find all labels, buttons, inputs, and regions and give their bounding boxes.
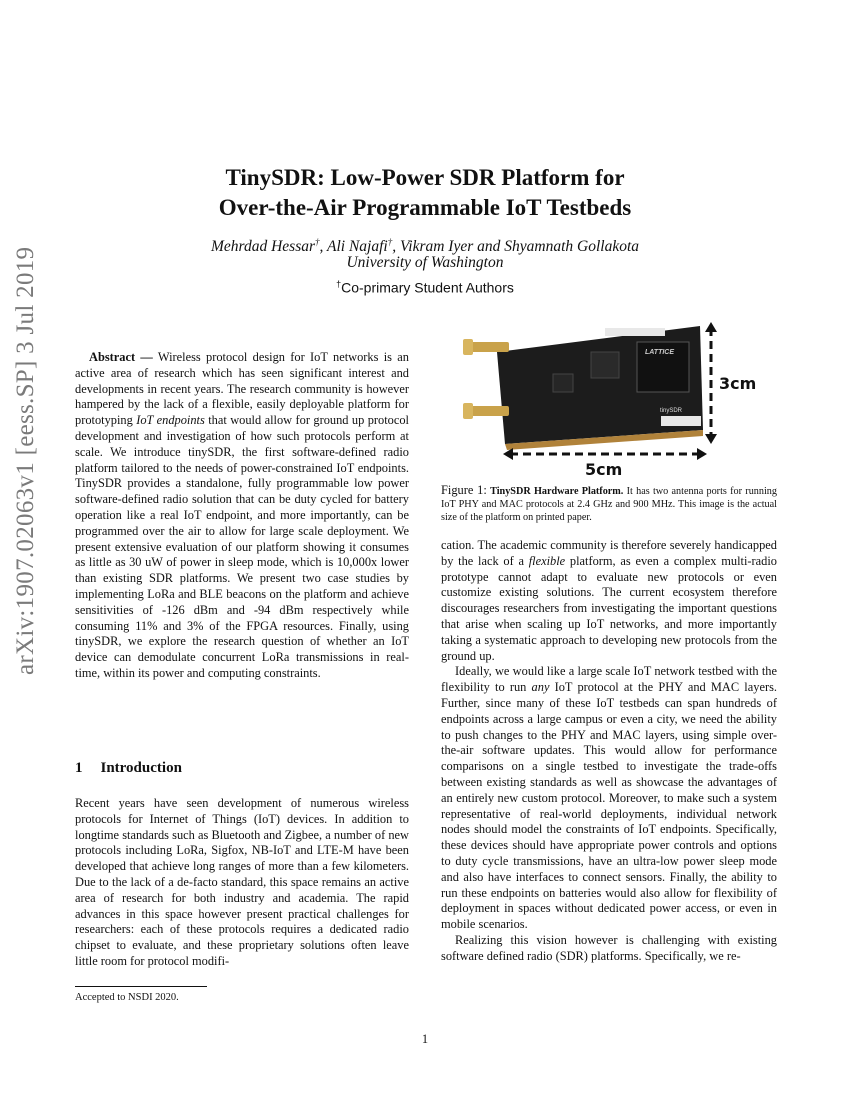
affiliation: University of Washington	[346, 254, 504, 271]
antenna-port-upper	[469, 342, 509, 352]
author-1-mark: †	[315, 237, 320, 247]
title-line-1: TinySDR: Low-Power SDR Platform for	[225, 165, 625, 190]
figure-1-caption	[441, 484, 777, 524]
right-p2-emphasis: any	[531, 680, 550, 695]
board-label: tinySDR	[660, 408, 683, 414]
header-connector-top	[605, 328, 665, 336]
abstract-emphasis: IoT endpoints	[136, 413, 205, 428]
right-p1-part-1: cation. The academic community is therefore severely handicapped by the lack of a	[441, 538, 777, 568]
page-number: 1	[421, 1032, 429, 1046]
intro-paragraph-1: Recent years have seen development of numerous wireless protocols for Internet of Things (IoT) devices. In addition to longtime standards such as Bluetooth and Zigbee, a number of new protocols including LoRa, Sigfox, NB-IoT and LTE-M have been developed that achieve long ranges of more than a few kilometers. Due to the lack of a de-facto standard, this space remains an active area of research for both industry and academia. The rapid advances in this space however present practical challenges for researchers: each of these protocols requires a dedicated radio chipset to evaluate, and these proprietary solutions often leave little room for protocol modifi-	[75, 796, 409, 968]
mcu-chip	[553, 374, 573, 392]
figure-1-board-photo	[455, 312, 775, 482]
paper-title	[0, 163, 850, 223]
right-paragraph-3: Realizing this vision however is challenging with existing software defined radio (SDR) platforms. Specifically, we re-	[441, 932, 777, 963]
antenna-port-lower	[469, 406, 509, 416]
antenna-port-upper-cap	[463, 339, 473, 355]
right-p2-part-2: IoT protocol at the PHY and MAC layers. Further, since many of these IoT testbeds can span hundreds of endpoints across a large campus or even a city, we need the ability to push changes to the PHY and MAC layers, using simple over-the-air software updates. This would allow for performance comparisons on a single testbed to investigate the trade-offs between existing standards as well as showcase the advantages of an entirely new custom protocol. Moreover, to make such a system representative of real-world deployments, individual network nodes should model the constraints of IoT endpoints. Specifically, these devices should have appropriate power controls and options to duty cycle transmissions, have an ultra-low power sleep mode and also have interfaces to connect sensors. Finally, the ability to run these endpoints on batteries would also allow for flexibility of deployment in spaces without dedicated power access, or even in mobile scenarios.	[441, 680, 777, 932]
author-note-mark: †	[336, 279, 342, 289]
height-arrow-bottom	[705, 434, 717, 444]
caption-text: It has two antenna ports for running IoT PHY and MAC protocols at 2.4 GHz and 900 MHz. This image is the actual size of the platform on printed paper.	[441, 486, 777, 523]
height-arrow-top	[705, 322, 717, 332]
width-arrow-right	[697, 448, 707, 460]
author-1: Mehrdad Hessar	[210, 238, 316, 256]
section-number: 1	[75, 760, 83, 776]
height-dimension-label: 3cm	[719, 374, 757, 393]
board-illustration	[455, 312, 775, 482]
footnote-rule	[75, 986, 207, 987]
right-p1-emphasis: flexible	[528, 553, 566, 568]
abstract-part-1: Wireless protocol design for IoT networks is an active area of research which has seen significant interest and developments in recent years. The research community is however hampered by the lack of a flexible, easily deployable platform for prototyping	[75, 350, 409, 428]
author-2: , Ali Najafi	[319, 238, 388, 256]
other-authors: , Vikram Iyer and Shyamnath Gollakota	[392, 238, 640, 256]
right-paragraph-1	[441, 538, 777, 664]
section-heading-introduction	[75, 760, 182, 777]
caption-title: TinySDR Hardware Platform.	[490, 486, 624, 497]
radio-chip	[591, 352, 619, 378]
caption-label: Figure 1:	[441, 483, 487, 497]
abstract-heading: Abstract —	[89, 350, 153, 364]
right-p1-part-2: platform, as even a complex multi-radio prototype cannot adapt to evaluate new protocols or even customize existing solutions. The current ecosystem therefore discourages researchers from investigating the important questions that arise when scaling up IoT networks, and more importantly taking a systematic approach to developing new protocols from the ground up.	[441, 553, 777, 663]
abstract-part-2: that would allow for ground up protocol development and investigation of how such protocols perform at scale. We introduce tinySDR, the first software-defined radio platform tailored to the needs of power-constrained IoT endpoints. TinySDR provides a standalone, fully programmable low power software-defined radio solution that can be duty cycled for battery operation like a real IoT endpoint, and more importantly, can be programmed over the air to allow for large scale deployment. We present extensive evaluation of our platform showing it consumes as little as 30 uW of power in sleep mode, which is 10,000x lower than existing SDR platforms. We present two case studies by implementing LoRa and BLE beacons on the platform and achieve sensitivities of -126 dBm and -94 dBm respectively while consuming 11% and 3% of the FPGA resources. Finally, using tinySDR, we explore the research question of whether an IoT device can demodulate concurrent LoRa transmissions in real-time, within its power and computing constraints.	[75, 413, 409, 680]
author-note-text: Co-primary Student Authors	[341, 279, 514, 296]
introduction-body	[75, 796, 409, 970]
right-p2-part-1: Ideally, we would like a large scale IoT network testbed with the flexibility to run	[441, 664, 777, 695]
abstract	[75, 350, 409, 682]
chip-brand-label: LATTICE	[645, 349, 675, 356]
author-note	[0, 274, 850, 298]
section-title: Introduction	[100, 760, 182, 776]
arxiv-identifier: arXiv:1907.02063v1 [eess.SP] 3 Jul 2019	[12, 246, 39, 675]
author-2-mark: †	[387, 237, 393, 247]
right-column-body	[441, 538, 777, 965]
right-paragraph-2	[441, 664, 777, 933]
header-connector-bottom	[661, 416, 701, 426]
abstract-text	[75, 350, 409, 682]
title-line-2: Over-the-Air Programmable IoT Testbeds	[218, 195, 632, 220]
footnote: Accepted to NSDI 2020.	[75, 992, 179, 1003]
antenna-port-lower-cap	[463, 403, 473, 419]
width-dimension-label: 5cm	[585, 460, 623, 479]
